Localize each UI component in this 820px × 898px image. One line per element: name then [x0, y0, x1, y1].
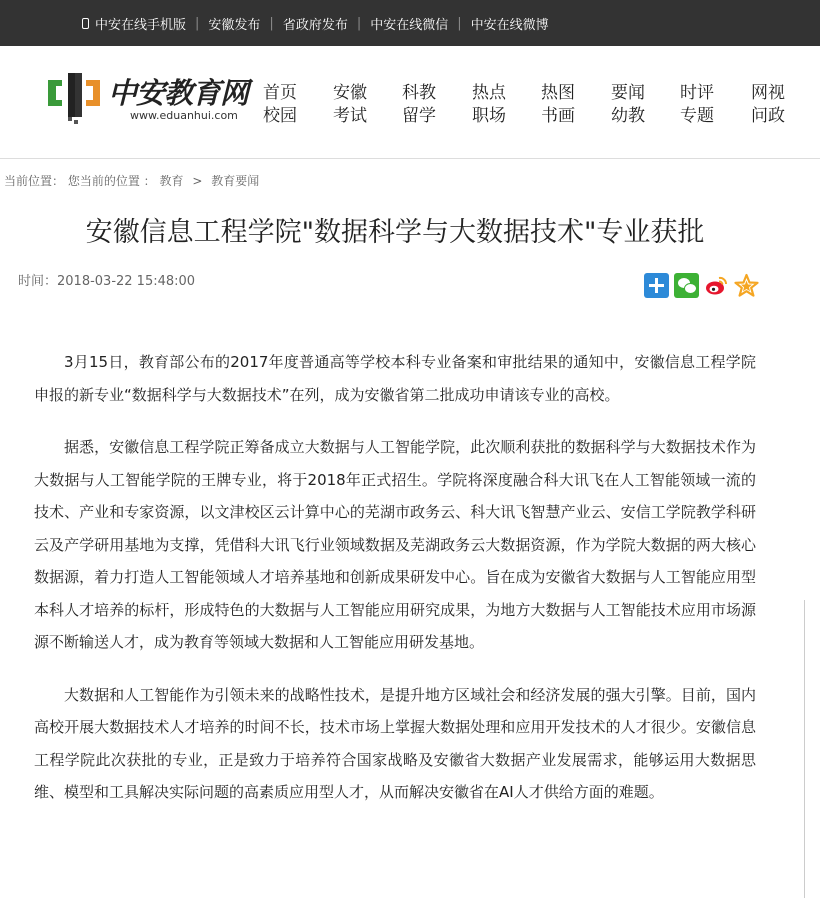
- top-links: [82, 0, 549, 46]
- nav-col-4: [466, 82, 512, 128]
- nav-item-video[interactable]: 网视: [751, 83, 785, 103]
- divider: |: [195, 15, 200, 31]
- nav-col-6: [605, 82, 651, 128]
- nav-item-career[interactable]: 职场: [472, 106, 506, 126]
- divider: |: [356, 15, 362, 31]
- nav-item-topics[interactable]: 专题: [680, 106, 714, 126]
- site-header: [0, 46, 820, 159]
- breadcrumb-item-education-news[interactable]: 教育要闻: [211, 174, 260, 188]
- article-paragraph: 3月15日，教育部公布的2017年度普通高等学校本科专业备案和审批结果的通知中，安徽信息工程学院申报的新专业“数据科学与大数据技术”在列，成为安徽省第二批成功申请该专业的高校。: [34, 353, 756, 404]
- site-logo[interactable]: [46, 71, 249, 126]
- weibo-icon[interactable]: [704, 273, 729, 298]
- nav-item-news[interactable]: 要闻: [611, 83, 645, 103]
- wechat-icon[interactable]: [674, 273, 699, 298]
- breadcrumb-separator: >: [192, 174, 203, 188]
- nav-col-5: [535, 82, 581, 128]
- divider: |: [457, 15, 462, 31]
- article-title: 安徽信息工程学院"数据科学与大数据技术"专业获批: [85, 217, 705, 248]
- nav-col-1: [257, 82, 303, 128]
- article-paragraph: 据悉，安徽信息工程学院正筹备成立大数据与人工智能学院，此次顺利获批的数据科学与大数据技术作为大数据与人工智能学院的王牌专业，将于2018年正式招生。学院将深度融合科大讯飞在人工智能领域一流的技术、产业和专家资源，以文津校区云计算中心的芜湖市政务云、科大讯飞智慧产业云、安信工学院教学科研云及产学研用基地为支撑，凭借科大讯飞行业领域数据及芜湖政务云大数据资源，作为学院大数据的两大核心数据源，着力打造人工智能领域人才培养基地和创新成果研发中心。旨在成为安徽省大数据与人工智能应用型本科人才培养的标杆，形成特色的大数据与人工智能应用研究成果，为地方大数据与人工智能技术应用市场源源不断输送人才，成为教育等领域大数据和人工智能应用研发基地。: [34, 438, 756, 651]
- divider: [804, 600, 805, 898]
- share-plus-icon[interactable]: [644, 273, 669, 298]
- nav-item-calligraphy[interactable]: 书画: [541, 106, 575, 126]
- top-bar: [0, 0, 820, 46]
- nav-item-anhui[interactable]: 安徽: [333, 83, 367, 103]
- article-body: [34, 346, 756, 829]
- divider: |: [269, 15, 274, 31]
- nav-item-study-abroad[interactable]: 留学: [402, 106, 436, 126]
- phone-icon: [82, 18, 89, 29]
- nav-item-commentary[interactable]: 时评: [680, 83, 714, 103]
- article-time: 时间：2018-03-22 15:48:00: [18, 274, 196, 289]
- breadcrumb-current: 您当前的位置 ：: [67, 174, 156, 188]
- favorite-star-icon[interactable]: [734, 273, 759, 298]
- nav-item-photos[interactable]: 热图: [541, 83, 575, 103]
- nav-col-2: [327, 82, 373, 128]
- share-bar: [644, 273, 759, 298]
- top-link-anhui-release[interactable]: 安徽发布: [208, 17, 261, 33]
- top-link-wechat[interactable]: 中安在线微信: [370, 17, 449, 33]
- nav-item-campus[interactable]: 校园: [263, 106, 297, 126]
- nav-item-exam[interactable]: 考试: [333, 106, 367, 126]
- logo-text: 中安教育网: [108, 76, 249, 110]
- nav-item-inquiry[interactable]: 问政: [751, 106, 785, 126]
- nav-col-3: [396, 82, 442, 128]
- logo-url: www.eduanhui.com: [130, 109, 238, 122]
- top-link-gov-release[interactable]: 省政府发布: [282, 17, 348, 33]
- breadcrumb: [4, 172, 259, 189]
- nav-item-hot[interactable]: 热点: [472, 83, 506, 103]
- logo-mark-icon: [46, 71, 102, 126]
- top-link-weibo[interactable]: 中安在线微博: [470, 17, 549, 33]
- nav-item-science[interactable]: 科教: [402, 83, 436, 103]
- nav-col-8: [745, 82, 791, 128]
- top-link-mobile[interactable]: 中安在线手机版: [95, 17, 187, 33]
- nav-item-preschool[interactable]: 幼教: [611, 106, 645, 126]
- breadcrumb-item-education[interactable]: 教育: [159, 174, 184, 188]
- nav-col-7: [674, 82, 720, 128]
- article-paragraph: 大数据和人工智能作为引领未来的战略性技术，是提升地方区域社会和经济发展的强大引擎。目前，国内高校开展大数据技术人才培养的时间不长，技术市场上掌握大数据处理和应用开发技术的人才很少。安徽信息工程学院此次获批的专业，正是致力于培养符合国家战略及安徽省大数据产业发展需求，能够运用大数据思维、模型和工具解决实际问题的高素质应用型人才，从而解决安徽省在AI人才供给方面的难题。: [34, 685, 756, 801]
- breadcrumb-prefix: 当前位置：: [4, 174, 65, 188]
- nav-item-home[interactable]: 首页: [263, 83, 297, 103]
